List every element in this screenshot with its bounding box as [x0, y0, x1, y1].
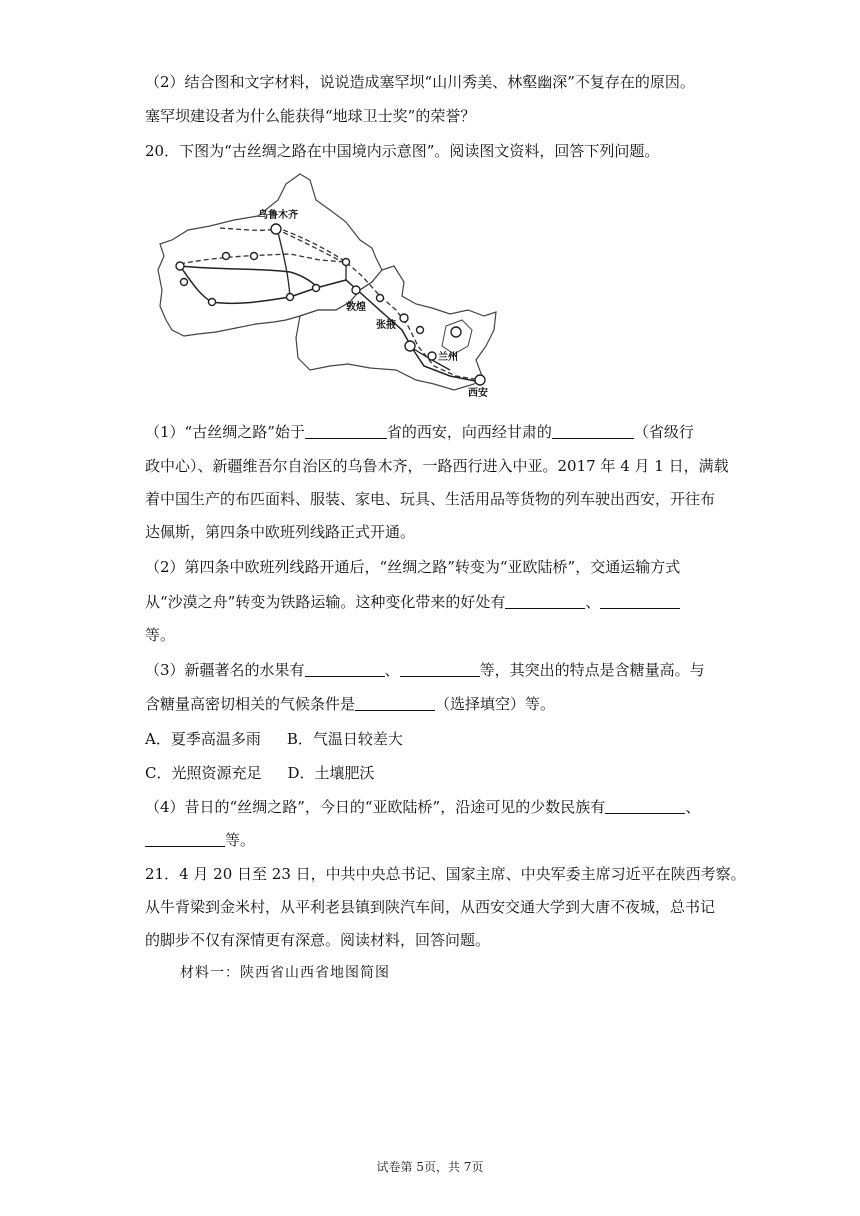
station-10	[451, 327, 461, 337]
silk-road-map	[150, 170, 510, 410]
q21-line1: 21．4 月 20 日至 23 日，中共中央总书记、国家主席、中央军委主席习近平在陕西考察。	[145, 865, 746, 883]
blank-ethnic-1[interactable]	[605, 797, 685, 814]
station-3	[209, 299, 216, 306]
station-dunhuang	[352, 286, 360, 294]
station-lanzhou	[428, 352, 436, 360]
option-c: C．光照资源充足	[145, 764, 262, 782]
option-a: A．夏季高温多雨	[145, 730, 261, 748]
q21-line2: 从牛背梁到金米村，从平利老县镇到陕汽车间，从西安交通大学到大唐不夜城，总书记	[145, 898, 716, 916]
q20-part4-line1	[145, 797, 700, 817]
station-zhangye	[400, 314, 408, 322]
q20-p3-sep: 、	[384, 661, 400, 679]
station-xian	[475, 375, 485, 385]
q20-part3-line1	[145, 660, 705, 680]
station-7	[377, 295, 384, 302]
q20-p4-text-c: 等。	[225, 831, 256, 849]
q21-line3: 的脚步不仅有深情更有深意。阅读材料，回答问题。	[145, 931, 491, 949]
q20-part2-line1: （2）第四条中欧班列线路开通后，“丝绸之路”转变为“亚欧陆桥”，交通运输方式	[145, 558, 681, 576]
q20-p3-text-a: （3）新疆著名的水果有	[145, 661, 305, 679]
q19-part2-line1: （2）结合图和文字材料，说说造成塞罕坝“山川秀美、林壑幽深”不复存在的原因。	[145, 73, 695, 91]
label-dunhuang: 敦煌	[346, 302, 366, 313]
q20-p1-text-a: （1）“古丝绸之路”始于	[145, 423, 305, 441]
blank-benefit-1[interactable]	[505, 592, 585, 609]
q20-options-row2	[145, 763, 375, 783]
blank-climate-choice[interactable]	[355, 694, 435, 711]
q20-p4-sep: 、	[685, 798, 701, 816]
q20-p2-text-b: 从“沙漠之舟”转变为铁路运输。这种变化带来的好处有	[145, 593, 506, 611]
q20-stem: 20．下图为“古丝绸之路在中国境内示意图”。阅读图文资料，回答下列问题。	[145, 142, 660, 160]
station-1	[223, 253, 230, 260]
station-4	[287, 294, 294, 301]
label-xian: 西安	[468, 388, 488, 399]
station-6	[343, 259, 350, 266]
q20-p2-sep: 、	[585, 593, 601, 611]
q20-p3-text-e: （选择填空）等。	[435, 695, 556, 713]
silk-road-map-svg	[150, 170, 510, 410]
q20-part3-line2	[145, 694, 555, 714]
blank-fruit-2[interactable]	[400, 660, 480, 677]
station-9	[405, 341, 415, 351]
label-lanzhou: 兰州	[438, 352, 458, 363]
q20-p1-text-b: 省的西安，向西经甘肃的	[386, 423, 552, 441]
q20-part1-line3: 着中国生产的布匹面料、服装、家电、玩具、生活用品等货物的列车驶出西安，开往布	[145, 490, 716, 508]
blank-provincial-center[interactable]	[552, 422, 634, 439]
material1-caption: 材料一：陕西省山西省地图简图	[180, 965, 390, 981]
q20-p3-text-c: 等，其突出的特点是含糖量高。与	[479, 661, 705, 679]
q20-part1-line2: 政中心）、新疆维吾尔自治区的乌鲁木齐，一路西行进入中亚。2017 年 4 月 1 日，满载	[145, 457, 729, 475]
q20-p3-text-d: 含糖量高密切相关的气候条件是	[145, 695, 356, 713]
station-2	[251, 253, 258, 260]
q19-part2-line2: 塞罕坝建设者为什么能获得“地球卫士奖”的荣誉？	[145, 107, 476, 125]
label-zhangye: 张掖	[376, 320, 396, 331]
blank-benefit-2[interactable]	[600, 592, 680, 609]
page-footer: 试卷第 5页，共 7页	[376, 1160, 484, 1174]
q20-options-row1	[145, 729, 403, 749]
q20-p4-text-a: （4）昔日的“丝绸之路”，今日的“亚欧陆桥”，沿途可见的少数民族有	[145, 798, 606, 816]
blank-ethnic-2[interactable]	[145, 830, 225, 847]
station-west-1	[176, 262, 184, 270]
option-d: D．土壤肥沃	[287, 764, 375, 782]
station-urumqi	[271, 224, 281, 234]
q20-part2-line2	[145, 592, 680, 612]
q20-part1-line4: 达佩斯，第四条中欧班列线路正式开通。	[145, 523, 416, 541]
q20-part2-line3: 等。	[145, 626, 176, 644]
blank-fruit-1[interactable]	[305, 660, 385, 677]
q20-p1-text-c: （省级行	[633, 423, 694, 441]
station-west-2	[181, 279, 188, 286]
option-b: B．气温日较差大	[286, 730, 403, 748]
label-urumqi: 乌鲁木齐	[258, 210, 298, 221]
q20-part4-line2	[145, 830, 255, 850]
blank-province[interactable]	[305, 422, 387, 439]
station-8	[417, 327, 424, 334]
station-5	[313, 285, 320, 292]
q20-part1-line1	[145, 422, 694, 442]
